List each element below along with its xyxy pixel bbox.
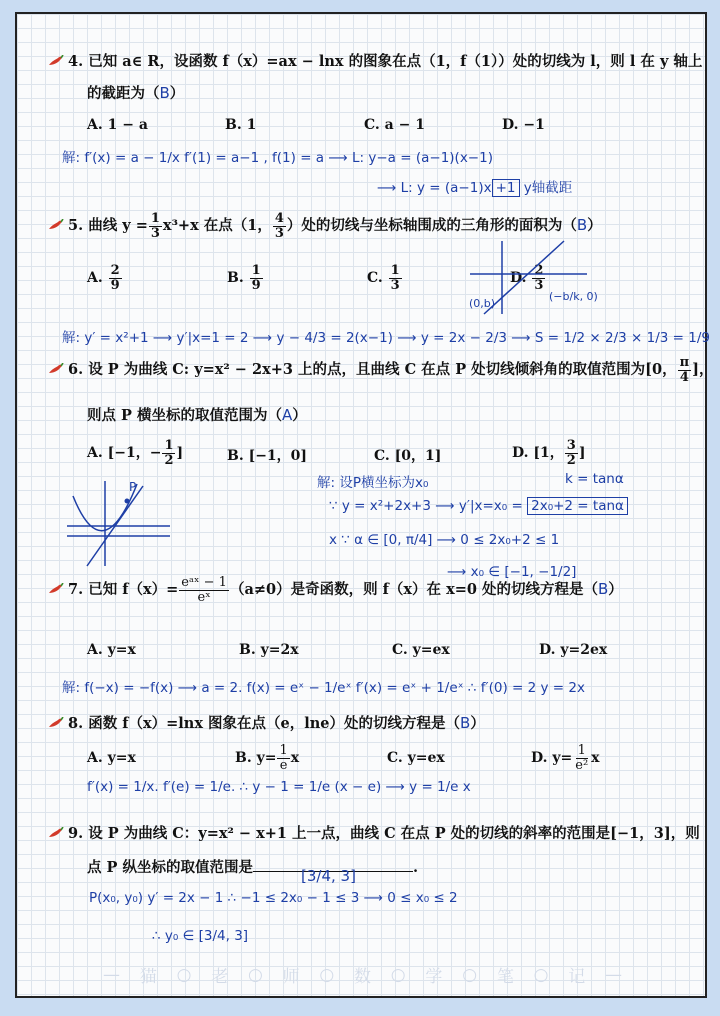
q6-option-b: B. [−1，0] bbox=[227, 448, 308, 464]
q9-stem-line1 bbox=[48, 822, 700, 843]
q5-stem-a: 曲线 y = bbox=[88, 217, 148, 235]
q7-option-c: C. y=ex bbox=[392, 642, 450, 658]
q5-option-c-den: 3 bbox=[390, 277, 400, 293]
q5-stem-c: ）处的切线与坐标轴围成的三角形的面积为（ bbox=[286, 217, 577, 235]
q7-function-den: eˣ bbox=[197, 589, 211, 605]
q5-coef-num: 1 bbox=[150, 211, 160, 226]
q8-option-d-den: e² bbox=[575, 757, 589, 773]
q6-parabola-sketch bbox=[65, 476, 180, 571]
q5-stem-close: ） bbox=[587, 217, 602, 235]
q5-point-fraction bbox=[273, 212, 286, 240]
q5-option-a-num: 2 bbox=[110, 263, 120, 278]
q9-stem-text: 设 P 为曲线 C：y=x² − x+1 上一点，曲线 C 在点 P 处的切线的斜率的范围是[−1，3]，则 bbox=[88, 825, 700, 842]
q7-number: 7. bbox=[68, 581, 84, 599]
q7-answer: B bbox=[598, 580, 609, 599]
q8-option-a: A. y=x bbox=[87, 750, 136, 766]
q5-option-b-fraction bbox=[250, 264, 263, 292]
q6-option-d-fraction bbox=[565, 439, 578, 467]
q8-stem-text: 函数 f（x）=lnx 图象在点（e，lne）处的切线方程是（ bbox=[88, 715, 461, 732]
q8-number: 8. bbox=[68, 715, 84, 732]
q8-option-c: C. y=ex bbox=[387, 750, 445, 766]
chili-pepper-icon bbox=[48, 717, 64, 729]
worksheet-page bbox=[15, 12, 714, 998]
q4-answer: B bbox=[159, 84, 170, 102]
q6-option-a bbox=[87, 439, 183, 467]
q5-answer: B bbox=[576, 216, 588, 235]
q6-option-a-den: 2 bbox=[164, 452, 174, 468]
q5-option-a-fraction bbox=[109, 264, 122, 292]
watermark-dot: ○ bbox=[247, 964, 264, 985]
q6-range-fraction bbox=[678, 356, 692, 384]
q5-number: 5. bbox=[68, 217, 84, 235]
q7-option-b: B. y=2x bbox=[239, 642, 299, 658]
q4-option-d: D. −1 bbox=[502, 117, 545, 133]
q6-answer: A bbox=[282, 406, 293, 424]
q6-option-d-den: 2 bbox=[566, 452, 576, 468]
watermark-dot: ○ bbox=[319, 964, 336, 985]
watermark bbox=[103, 962, 623, 987]
q8-option-d-fraction bbox=[573, 744, 590, 772]
q8-stem bbox=[48, 712, 485, 733]
q6-number: 6. bbox=[68, 361, 84, 379]
watermark-char: 数 bbox=[354, 967, 372, 987]
q5-option-a bbox=[87, 264, 123, 292]
watermark-char: 记 bbox=[568, 967, 587, 987]
q8-option-b-pre: B. y= bbox=[235, 750, 277, 767]
q7-stem bbox=[48, 576, 623, 604]
q4-solution-line1: 解: f′(x) = a − 1/x f′(1) = a−1 , f(1) = a ⟶ L: y−a = (a−1)(x−1) bbox=[62, 150, 493, 166]
q6-stem-a: 设 P 为曲线 C: y=x² − 2x+3 上的点，且曲线 C 在点 P 处切线倾斜角的取值范围为[0， bbox=[88, 361, 677, 379]
watermark-dot: ○ bbox=[176, 964, 193, 985]
watermark-char: 笔 bbox=[496, 967, 515, 987]
q5-point-num: 4 bbox=[274, 211, 284, 226]
q7-function-fraction bbox=[179, 576, 229, 604]
q6-option-a-fraction bbox=[162, 439, 175, 467]
q5-option-b-den: 9 bbox=[251, 277, 261, 293]
watermark-dot: ○ bbox=[533, 964, 550, 985]
q5-option-d-den: 3 bbox=[534, 277, 544, 293]
q5-point-den: 3 bbox=[274, 225, 284, 241]
q4-stem-text-2: 的截距为（ bbox=[87, 85, 160, 102]
q9-number: 9. bbox=[68, 825, 84, 842]
q4-solution-line2 bbox=[377, 176, 572, 196]
q5-option-b-num: 1 bbox=[251, 263, 261, 278]
q8-option-d-pre: D. y= bbox=[531, 750, 573, 767]
q6-stem-b: ]， bbox=[692, 361, 714, 379]
q6-option-d-pre: D. [1， bbox=[512, 445, 564, 462]
q6-solution-text: ∵ y = x²+2x+3 ⟶ y′|x=x₀ = bbox=[329, 498, 523, 514]
chili-pepper-icon bbox=[48, 219, 64, 231]
q4-stem-line2 bbox=[87, 82, 184, 103]
q6-stem-text-2: 则点 P 横坐标的取值范围为（ bbox=[87, 407, 282, 424]
q8-option-b-post: x bbox=[290, 750, 300, 767]
watermark-char: 学 bbox=[425, 967, 444, 987]
watermark-dash: — bbox=[605, 964, 623, 985]
q5-option-d-num: 2 bbox=[534, 263, 544, 278]
q5-option-a-label: A. bbox=[87, 270, 103, 287]
chili-pepper-icon bbox=[48, 363, 64, 375]
q8-option-d-post: x bbox=[591, 750, 600, 767]
chili-pepper-icon bbox=[48, 583, 64, 595]
q9-stem-end: . bbox=[413, 859, 419, 876]
q6-solution-line4: ⟶ x₀ ∈ [−1, −1/2] bbox=[447, 564, 577, 580]
q7-option-d: D. y=2ex bbox=[539, 642, 608, 658]
q6-solution-box: 2x₀+2 = tanα bbox=[527, 497, 628, 515]
q6-option-d-num: 3 bbox=[566, 438, 576, 453]
q9-answer: [3/4, 3] bbox=[301, 867, 356, 885]
q4-number: 4. bbox=[68, 53, 84, 70]
q5-option-a-den: 9 bbox=[110, 277, 120, 293]
q8-answer: B bbox=[460, 714, 471, 732]
q8-solution: f′(x) = 1/x. f′(e) = 1/e. ∴ y − 1 = 1/e (x − e) ⟶ y = 1/e x bbox=[87, 779, 471, 795]
q4-intercept-note: y轴截距 bbox=[523, 180, 573, 196]
q4-option-c: C. a − 1 bbox=[364, 117, 425, 133]
q5-solution: 解: y′ = x²+1 ⟶ y′|x=1 = 2 ⟶ y − 4/3 = 2(x−1) ⟶ y = 2x − 2/3 ⟶ S = 1/2 × 2/3 × 1/3 = 1/9 bbox=[62, 330, 710, 346]
q7-stem-close: ） bbox=[608, 581, 623, 599]
q5-graph-label-intercept: (0,b) bbox=[469, 297, 496, 310]
q6-solution-line3: x ∵ α ∈ [0, π/4] ⟶ 0 ≤ 2x₀+2 ≤ 1 bbox=[329, 532, 560, 548]
watermark-char: 猫 bbox=[139, 967, 158, 987]
q5-option-b bbox=[227, 264, 264, 292]
q4-stem-close: ） bbox=[169, 85, 185, 102]
q6-graph-label-p: P bbox=[129, 480, 137, 494]
q8-option-d bbox=[531, 744, 600, 772]
q5-stem-b: x³+x 在点（1， bbox=[162, 217, 272, 235]
q4-intercept-box: +1 bbox=[492, 179, 520, 197]
q5-option-c bbox=[367, 264, 403, 292]
q7-function-num: eᵃˣ − 1 bbox=[181, 575, 227, 590]
q6-option-c: C. [0，1] bbox=[374, 448, 442, 464]
q5-graph-label-root: (−b/k, 0) bbox=[549, 290, 598, 303]
q5-option-c-label: C. bbox=[367, 270, 383, 287]
q8-option-b-fraction bbox=[277, 744, 289, 772]
q8-option-d-num: 1 bbox=[577, 743, 586, 758]
chili-pepper-icon bbox=[48, 55, 64, 67]
q8-option-b bbox=[235, 744, 299, 772]
q6-stem-line1 bbox=[48, 356, 714, 384]
q7-solution: 解: f(−x) = −f(x) ⟶ a = 2. f(x) = eˣ − 1/eˣ f′(x) = eˣ + 1/eˣ ∴ f′(0) = 2 y = 2x bbox=[62, 680, 585, 696]
watermark-char: 老 bbox=[211, 967, 230, 987]
q6-option-a-num: 1 bbox=[164, 438, 174, 453]
q9-answer-blank bbox=[253, 867, 413, 885]
q8-option-b-num: 1 bbox=[279, 743, 288, 758]
q9-stem-text-2: 点 P 纵坐标的取值范围是 bbox=[87, 859, 253, 876]
q9-stem-line2 bbox=[87, 856, 419, 885]
q6-stem-close: ） bbox=[292, 407, 307, 424]
q8-option-b-den: e bbox=[279, 757, 288, 773]
q6-option-a-pre: A. [−1，− bbox=[87, 445, 162, 462]
q6-stem-line2 bbox=[87, 404, 307, 425]
q5-option-c-fraction bbox=[389, 264, 402, 292]
q4-stem-text: 已知 a∈ R，设函数 f（x）=ax − lnx 的图象在点（1，f（1））处的切线为 l，则 l 在 y 轴上 bbox=[88, 53, 703, 70]
chili-pepper-icon bbox=[48, 827, 64, 839]
q8-stem-close: ） bbox=[470, 715, 485, 732]
watermark-dot: ○ bbox=[390, 964, 407, 985]
q7-stem-a: 已知 f（x）= bbox=[88, 581, 179, 599]
q6-option-d bbox=[512, 439, 585, 467]
q9-solution-line2: ∴ y₀ ∈ [3/4, 3] bbox=[152, 928, 249, 944]
watermark-char: 师 bbox=[282, 967, 301, 987]
q6-range-num: π bbox=[679, 355, 690, 370]
q6-solution-line1: 解: 设P横坐标为x₀ bbox=[317, 475, 429, 491]
q6-range-den: 4 bbox=[679, 369, 689, 385]
q6-option-a-post: ] bbox=[176, 445, 184, 462]
q6-solution-line2 bbox=[329, 498, 628, 514]
q5-option-d-label: D. bbox=[510, 270, 527, 287]
q7-option-a: A. y=x bbox=[87, 642, 136, 658]
q7-stem-b: （a≠0）是奇函数，则 f（x）在 x=0 处的切线方程是（ bbox=[229, 581, 598, 599]
q9-solution-line1: P(x₀, y₀) y′ = 2x − 1 ∴ −1 ≤ 2x₀ − 1 ≤ 3 ⟶ 0 ≤ x₀ ≤ 2 bbox=[89, 890, 458, 906]
watermark-dot: ○ bbox=[462, 964, 479, 985]
q4-option-b: B. 1 bbox=[225, 117, 257, 133]
q5-coef-den: 3 bbox=[150, 225, 160, 241]
q4-solution-text: ⟶ L: y = (a−1)x bbox=[377, 180, 492, 196]
q4-stem-line1 bbox=[48, 50, 702, 71]
q6-solution-k: k = tanα bbox=[565, 471, 624, 487]
q6-option-d-post: ] bbox=[578, 445, 586, 462]
q5-option-b-label: B. bbox=[227, 270, 244, 287]
q5-option-c-num: 1 bbox=[390, 263, 400, 278]
q5-coef-fraction bbox=[149, 212, 162, 240]
watermark-dash: — bbox=[103, 964, 121, 985]
q4-option-a: A. 1 − a bbox=[87, 117, 148, 133]
